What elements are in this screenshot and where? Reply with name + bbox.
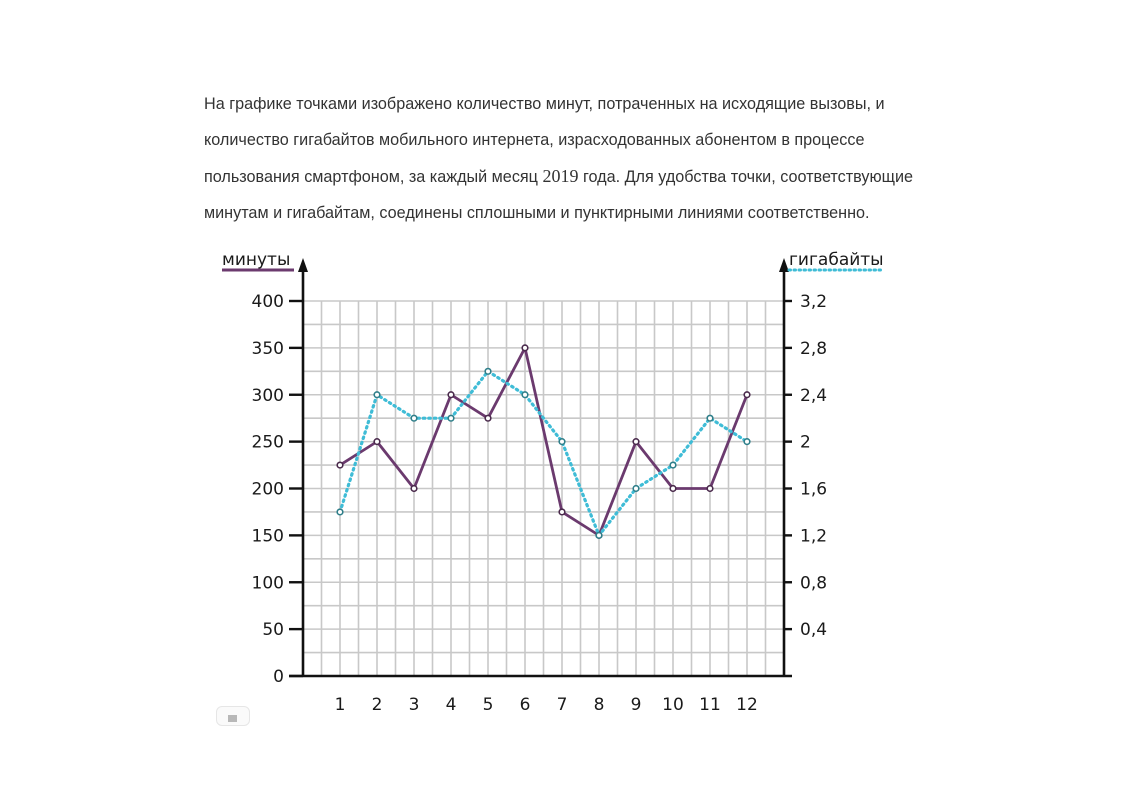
right-tick-label: 2 bbox=[800, 432, 811, 453]
left-axis-title: минуты bbox=[222, 250, 291, 270]
x-tick-label: 1 bbox=[334, 695, 346, 715]
minutes-point bbox=[337, 462, 343, 468]
left-tick-label: 400 bbox=[251, 292, 284, 312]
gigabytes-point bbox=[633, 486, 639, 492]
gigabytes-point bbox=[337, 509, 343, 515]
left-tick-label: 0 bbox=[273, 667, 284, 687]
gigabytes-point bbox=[374, 392, 380, 398]
x-tick-label: 10 bbox=[662, 695, 684, 715]
left-tick-label: 200 bbox=[251, 479, 284, 500]
left-tick-label: 150 bbox=[251, 526, 284, 547]
widget-square-icon bbox=[228, 715, 237, 722]
x-tick-label: 11 bbox=[699, 695, 721, 715]
left-y-axis-arrow bbox=[298, 258, 308, 272]
minutes-point bbox=[744, 392, 750, 398]
x-tick-label: 7 bbox=[556, 695, 568, 715]
gigabytes-point bbox=[744, 439, 750, 445]
minutes-point bbox=[707, 486, 713, 492]
minutes-point bbox=[633, 439, 639, 445]
right-y-axis-arrow bbox=[779, 258, 789, 272]
right-tick-label: 1,6 bbox=[800, 479, 828, 500]
minutes-point bbox=[411, 486, 417, 492]
x-tick-label: 5 bbox=[482, 695, 494, 715]
left-tick-label: 100 bbox=[251, 573, 284, 594]
gigabytes-point bbox=[707, 415, 713, 421]
x-tick-label: 3 bbox=[408, 695, 420, 715]
gigabytes-point bbox=[596, 533, 602, 539]
left-tick-label: 350 bbox=[251, 338, 284, 359]
minutes-point bbox=[448, 392, 454, 398]
x-tick-label: 4 bbox=[445, 695, 457, 715]
embed-widget-button[interactable] bbox=[216, 706, 250, 726]
minutes-point bbox=[485, 415, 491, 421]
statement-line-3-end: года. Для удобства точки, соответствующие bbox=[578, 168, 914, 186]
left-tick-label: 250 bbox=[251, 432, 284, 453]
right-tick-label: 0,8 bbox=[800, 573, 828, 594]
gigabytes-point bbox=[559, 439, 565, 445]
left-tick-label: 50 bbox=[262, 620, 284, 641]
minutes-point bbox=[670, 486, 676, 492]
tick-labels bbox=[252, 292, 828, 715]
gigabytes-point bbox=[485, 369, 491, 375]
statement-line-2: количество гигабайтов мобильного интернета, израсходованных абонентом в процессе bbox=[204, 131, 865, 149]
minutes-point bbox=[559, 509, 565, 515]
right-tick-label: 1,2 bbox=[800, 526, 828, 547]
gigabytes-point bbox=[448, 415, 454, 421]
minutes-point bbox=[374, 439, 380, 445]
gigabytes-point bbox=[411, 415, 417, 421]
right-axis-title: гигабайты bbox=[789, 250, 884, 270]
x-tick-label: 2 bbox=[371, 695, 383, 715]
statement-line-3-start: пользования смартфоном, за каждый месяц bbox=[204, 168, 543, 186]
minutes-point bbox=[522, 345, 528, 351]
x-tick-label: 9 bbox=[630, 695, 642, 715]
gigabytes-point bbox=[522, 392, 528, 398]
year-number: 2019 bbox=[542, 166, 579, 186]
x-tick-label: 12 bbox=[736, 695, 758, 715]
x-tick-label: 6 bbox=[519, 695, 531, 715]
right-tick-label: 2,4 bbox=[800, 385, 828, 406]
right-tick-label: 2,8 bbox=[800, 338, 828, 359]
statement-line-1: На графике точками изображено количество минут, потраченных на исходящие вызовы, и bbox=[204, 95, 885, 113]
statement-line-4: минутам и гигабайтам, соединены сплошными и пунктирными линиями соответственно. bbox=[204, 204, 870, 222]
left-tick-label: 300 bbox=[251, 385, 284, 406]
right-tick-label: 0,4 bbox=[800, 620, 828, 641]
right-tick-label: 3,2 bbox=[800, 292, 828, 312]
x-tick-label: 8 bbox=[593, 695, 605, 715]
gigabytes-point bbox=[670, 462, 676, 468]
